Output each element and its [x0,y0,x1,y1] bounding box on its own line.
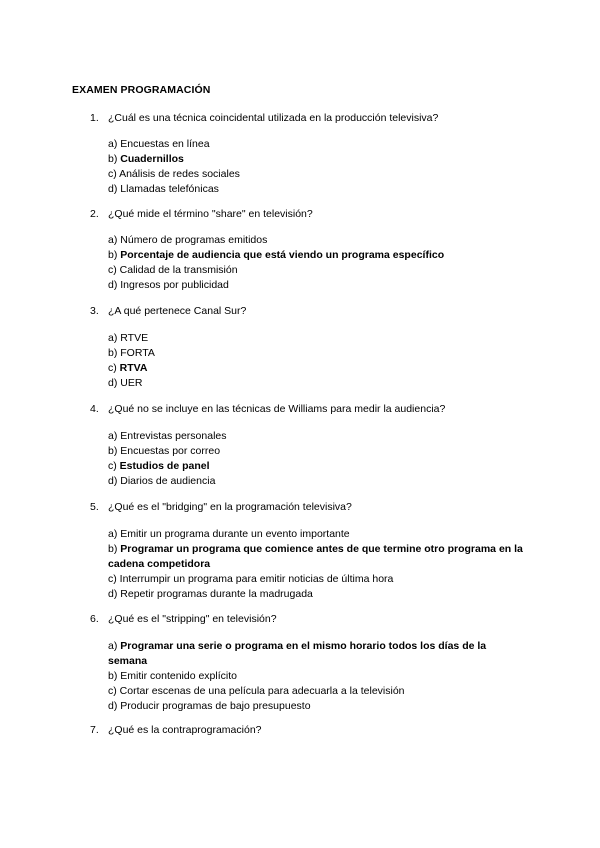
options-list [108,527,528,602]
option-b [108,248,528,263]
option-b [108,444,528,459]
option-label: d) [108,279,118,291]
option-d [108,474,528,489]
option-text: Calidad de la transmisión [119,264,238,276]
question-5 [0,500,600,600]
option-label: a) [108,528,118,540]
options-list [108,137,528,197]
question-text: ¿Qué es el "stripping" en televisión? [108,613,277,625]
question-3 [0,304,600,389]
option-label: b) [108,543,118,555]
question-text: ¿Qué no se incluye en las técnicas de Williams para medir la audiencia? [108,403,446,415]
option-text: Porcentaje de audiencia que está viendo un programa específico [120,249,445,261]
option-label: a) [108,430,118,442]
option-label: d) [108,475,118,487]
question-text: ¿Qué es el "bridging" en la programación televisiva? [108,501,352,513]
option-text: Cuadernillos [120,153,184,165]
option-text: Cortar escenas de una película para adecuarla a la televisión [119,685,405,697]
option-text: Ingresos por publicidad [120,279,229,291]
options-list [108,233,528,293]
option-text: Análisis de redes sociales [119,168,240,180]
question-number: 7. [90,724,99,736]
question-6 [0,612,600,712]
option-a [108,429,528,444]
option-c [108,572,528,587]
option-label: d) [108,377,118,389]
option-c [108,459,528,474]
option-label: b) [108,670,118,682]
option-text: Estudios de panel [119,460,210,472]
option-c [108,167,528,182]
question-7 [0,723,600,738]
option-label: b) [108,445,118,457]
option-text: UER [120,377,143,389]
option-b [108,669,528,684]
option-d [108,278,528,293]
option-label: c) [108,460,117,472]
question-text: ¿A qué pertenece Canal Sur? [108,305,247,317]
option-label: b) [108,153,118,165]
option-a [108,639,528,669]
page-title: EXAMEN PROGRAMACIÓN [72,84,211,96]
option-d [108,587,528,602]
option-label: d) [108,588,118,600]
question-2 [0,207,600,291]
option-text: Emitir un programa durante un evento importante [120,528,350,540]
option-b [108,152,528,167]
option-text: Programar una serie o programa en el mismo horario todos los días de la semana [108,640,487,667]
option-text: Número de programas emitidos [120,234,268,246]
option-a [108,331,528,346]
question-number: 2. [90,208,99,220]
option-label: b) [108,249,118,261]
option-b [108,346,528,361]
option-d [108,699,528,714]
option-label: c) [108,168,117,180]
option-a [108,527,528,542]
option-label: d) [108,700,118,712]
question-text: ¿Qué es la contraprogramación? [108,724,262,736]
option-text: Programar un programa que comience antes de que termine otro programa en la cadena competidora [108,543,523,570]
option-label: c) [108,573,117,585]
option-label: d) [108,183,118,195]
option-a [108,137,528,152]
option-text: Encuestas en línea [120,138,210,150]
option-label: a) [108,234,118,246]
question-number: 1. [90,112,99,124]
question-text: ¿Qué mide el término "share" en televisión? [108,208,313,220]
option-text: RTVA [119,362,148,374]
option-label: b) [108,347,118,359]
options-list [108,639,528,714]
question-number: 6. [90,613,99,625]
option-label: c) [108,362,117,374]
option-label: a) [108,640,118,652]
option-text: Repetir programas durante la madrugada [120,588,313,600]
question-1 [0,111,600,195]
question-4 [0,402,600,487]
question-number: 3. [90,305,99,317]
option-text: Encuestas por correo [120,445,221,457]
option-text: RTVE [120,332,149,344]
option-text: Emitir contenido explícito [120,670,237,682]
option-text: Producir programas de bajo presupuesto [120,700,311,712]
option-c [108,263,528,278]
option-b [108,542,528,572]
option-d [108,182,528,197]
option-label: a) [108,138,118,150]
option-text: Diarios de audiencia [120,475,216,487]
option-label: c) [108,264,117,276]
options-list [108,429,528,489]
option-d [108,376,528,391]
option-text: Interrumpir un programa para emitir noticias de última hora [119,573,394,585]
option-label: a) [108,332,118,344]
option-text: FORTA [120,347,155,359]
option-a [108,233,528,248]
question-number: 5. [90,501,99,513]
option-text: Entrevistas personales [120,430,227,442]
question-number: 4. [90,403,99,415]
option-text: Llamadas telefónicas [120,183,219,195]
option-c [108,684,528,699]
options-list [108,331,528,391]
option-label: c) [108,685,117,697]
option-c [108,361,528,376]
question-text: ¿Cuál es una técnica coincidental utilizada en la producción televisiva? [108,112,439,124]
